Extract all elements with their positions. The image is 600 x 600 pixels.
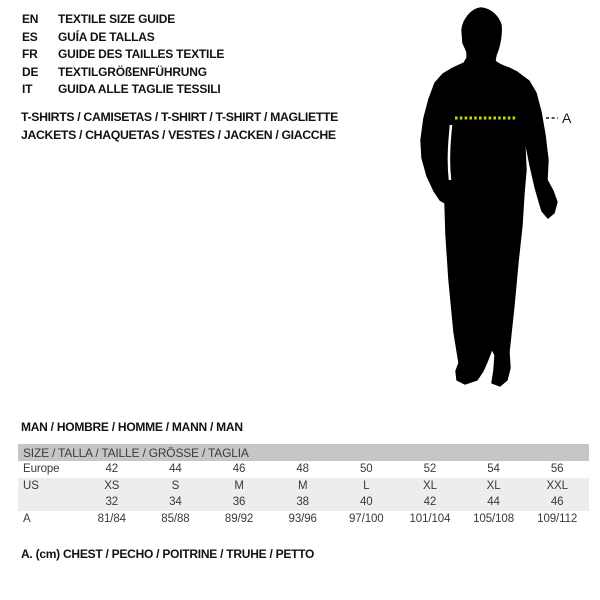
language-code: FR (22, 47, 38, 62)
man-silhouette-figure (395, 0, 600, 410)
category-line-jackets: JACKETS / CHAQUETAS / VESTES / JACKEN / GIACCHE (21, 128, 336, 142)
table-cell: L (363, 479, 370, 492)
table-cell: 40 (360, 496, 373, 509)
size-table (18, 444, 589, 527)
language-label: GUIDE DES TAILLES TEXTILE (58, 47, 225, 62)
table-cell: XL (423, 479, 437, 492)
table-cell: 109/112 (537, 512, 578, 525)
table-cell: 56 (550, 463, 564, 476)
table-cell: 42 (105, 463, 119, 476)
table-cell: 97/100 (349, 512, 384, 525)
section-title-man: MAN / HOMBRE / HOMME / MANN / MAN (21, 420, 243, 434)
garment-categories (21, 108, 338, 144)
table-cell: 32 (105, 496, 119, 509)
table-cell: 105/108 (473, 512, 514, 525)
table-row-chest-a (18, 511, 589, 528)
table-cell: 89/92 (224, 512, 254, 525)
table-cell: XL (486, 479, 501, 492)
table-cell: 36 (232, 496, 246, 509)
table-cell: 38 (296, 496, 309, 509)
table-cell: 101/104 (409, 512, 451, 525)
list-item (22, 11, 224, 29)
table-cell: 44 (487, 496, 500, 509)
table-cell: XS (104, 479, 120, 492)
table-cell: 46 (232, 463, 246, 476)
table-cell: 42 (423, 496, 437, 509)
table-cell: M (297, 479, 308, 492)
row-label: US (23, 479, 39, 492)
language-code: IT (22, 82, 33, 97)
table-cell: 93/96 (288, 512, 317, 525)
table-cell: S (171, 479, 180, 492)
table-cell: 50 (360, 463, 373, 476)
table-row-numeric (18, 494, 589, 511)
language-guide-list (22, 11, 224, 99)
list-item (22, 29, 224, 47)
measurement-footnote: A. (cm) CHEST / PECHO / POITRINE / TRUHE / PETTO (21, 547, 315, 561)
table-row-us (18, 478, 589, 495)
man-silhouette-icon (395, 0, 600, 410)
table-cell: 46 (550, 496, 564, 509)
list-item (22, 81, 224, 99)
table-cell: 54 (487, 463, 500, 476)
category-line-tshirts: T-SHIRTS / CAMISETAS / T-SHIRT / T-SHIRT / MAGLIETTE (21, 110, 339, 124)
list-item (22, 64, 224, 82)
language-code: DE (22, 64, 39, 79)
language-label: GUÍA DE TALLAS (58, 29, 155, 44)
language-label: TEXTILE SIZE GUIDE (58, 12, 176, 26)
row-label: Europe (23, 463, 60, 476)
table-cell: M (234, 479, 244, 492)
language-code: EN (22, 12, 39, 26)
size-table-header (18, 444, 589, 461)
table-cell: 44 (169, 463, 182, 476)
table-cell: 48 (296, 463, 309, 476)
table-row-europe (18, 461, 589, 478)
list-item (22, 46, 224, 64)
table-cell: XXL (546, 479, 568, 492)
table-cell: 52 (423, 463, 437, 476)
language-code: ES (22, 29, 38, 44)
size-table-header-label: SIZE / TALLA / TAILLE / GRÖSSE / TAGLIA (23, 445, 249, 460)
language-label: GUIDA ALLE TAGLIE TESSILI (58, 82, 221, 97)
measurement-a-label: A (562, 110, 572, 126)
table-cell: 85/88 (161, 512, 190, 525)
table-cell: 34 (169, 496, 182, 509)
man-silhouette (421, 8, 557, 386)
language-label: TEXTILGRÖßENFÜHRUNG (58, 64, 207, 79)
row-label: A (23, 512, 31, 525)
table-cell: 81/84 (97, 512, 126, 525)
